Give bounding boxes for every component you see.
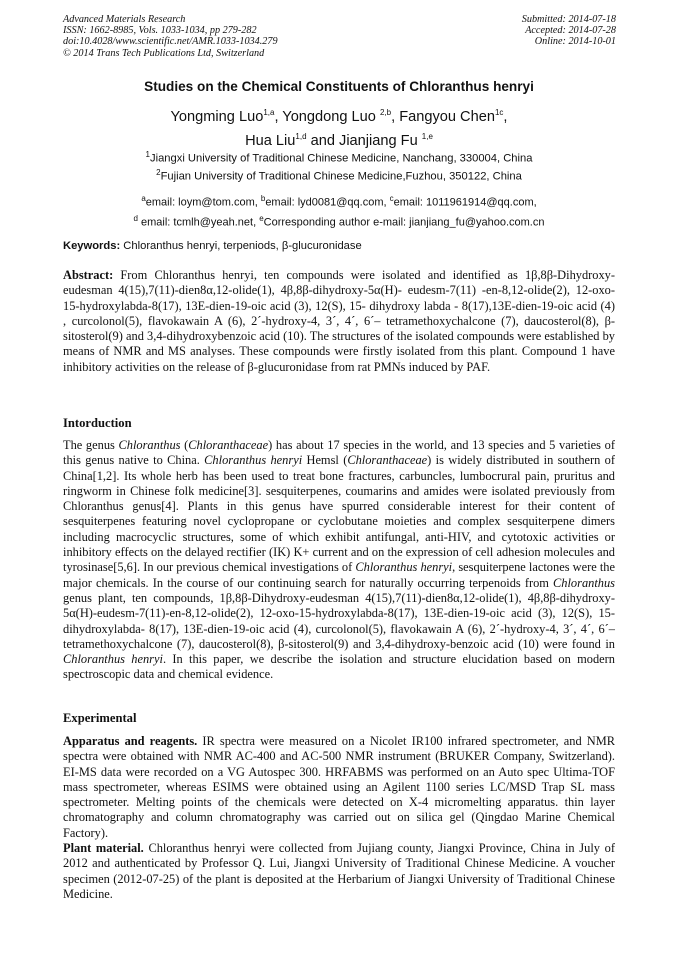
keywords-text: Chloranthus henryi, terpeniods, β-glucuronidase xyxy=(120,240,362,252)
author-sup: 1,d xyxy=(295,131,307,141)
author-line-1 xyxy=(0,103,678,127)
author-separator: , xyxy=(274,108,283,125)
author-name: Yongming Luo xyxy=(170,108,264,125)
intro-text-run: ( xyxy=(180,438,189,452)
author-separator: , xyxy=(391,108,400,125)
introduction-body xyxy=(63,438,615,683)
intro-text-run: ) has about 17 species in the world, and 13 species and 5 varieties of this genus native to China. xyxy=(63,438,615,468)
italic-term: Chloranthaceae xyxy=(188,438,269,452)
italic-term: Chloranthus henryi xyxy=(355,560,453,575)
author-separator: , xyxy=(503,108,508,125)
email-sup: c xyxy=(389,194,394,203)
affiliation-2 xyxy=(0,168,678,183)
intro-text-run: ) is widely distributed in southern of China[1,2]. Its whole herb has been used to treat bone fractures, carbuncles, lumbocrural pain, pruritus and ringworm in Chinese folk medicine[3]. sesquiterpenes, coumarins and amides were isolated previously from Chloranthus genus[4]. Plants in this genus have spurred considerable interest for their content of sesquiterpenes featuring novel cyclopropane or cyclobutane moieties and complex sesquiterpene dimers including macrocyclic structures, some of which exhibit antifungal, anti-HIV, and cytotoxic activities or inhibitory effects on the delayed rectifier (IK) K+ current and on the expression of cell adhesion molecules and tyrosinase[5,6]. In our previous chemical investigations of xyxy=(63,453,616,575)
abstract-text: From Chloranthus henryi, ten compounds were isolated and identified as 1β,8β-Dihydroxy-eudesman 4(15),7(11)-dien8α,12-olide(1), 4β,8β-dihydroxy-5α(H)- eudesm-7(11) -en-8,12-olide(2), 12-oxo-15-hydroxylabda-8(17), 13E-dien-19-oic acid (3), 12(S), 15- dihydroxy labda - 8(17),13E-dien-19-oic acid (4) , curcolonol(5), flavokawain A (6), 2´-hydroxy-4, 3´, 4´, 6´– tetramethoxychalcone (7), daucosterol(8), β-sitosterol(9) and 3,4-dihydroxybenzoic acid (10). The structures of the isolated compounds were established by means of NMR and MS analyses. These compounds were firstly isolated from this plant. Compound 1 have inhibitory activities on the release of β-glucuronidase from rat PMNs induced by PAF. xyxy=(63,268,615,374)
journal-header-right xyxy=(522,14,616,48)
author-sup: 2,b xyxy=(379,108,392,117)
italic-term: Chloranthaceae xyxy=(347,453,428,468)
abstract-label: Abstract: xyxy=(63,268,114,282)
intro-text-run: Hemsl ( xyxy=(302,453,348,468)
author-and: and xyxy=(306,132,340,149)
author-line-2 xyxy=(0,127,678,151)
plant-material-label: Plant material. xyxy=(63,841,144,856)
plant-material-paragraph xyxy=(63,841,615,902)
intro-text-run: genus plant, ten compounds, 1β,8β-Dihydroxy-eudesman 4(15),7(11)-dien8α,12-olide(1), 4β,8β-dihydroxy-5α(H)-eudesm-7(11)-en-8,12-olide(2), 12-oxo-15-hydroxylabda-8(17), 13E-dien-19-oic acid (3), 12(S), 15-dihydroxylabda- 8(17), 13E-dien-19-oic acid (4), curcolonol(5), flavokawain A (6), 2´-hydroxy-4, 3´, 4´, 6´–tetramethoxychalcone (7), daucosterol(8), β-sitosterol(9) and 3,4-dihydroxy-benzoic acid (10) were found in xyxy=(63,590,615,651)
author-name: Fangyou Chen xyxy=(399,108,495,125)
apparatus-text: IR spectra were measured on a Nicolet IR100 infrared spectrometer, and NMR spectra were obtained with NMR AC-400 and AC-500 NMR instrument (BRUKER Company, Switzerland). EI-MS data were recorded on a VG Autospec 300. HRFABMS was performed on an Auto spec Ultima-TOF mass spectrometer, whereas ESIMS were obtained using an Agilent 1100 series LC/MSD Trap SL mass spectrometer. Melting points of the chemicals were detected on X-4 micromelting apparatus. thin layer chromatography and column chromatography was carried out on silica gel (Qingdao Marine Chemical Factory). xyxy=(63,734,615,840)
experimental-body xyxy=(63,734,615,902)
email-text: Corresponding author e-mail: jianjiang_fu@yahoo.com.cn xyxy=(263,216,545,229)
intro-text-run: , sesquiterpene lactones were the major chemicals. In the course of our continuing search for naturally occurring terpenoids from xyxy=(63,560,615,590)
email-line-1 xyxy=(0,191,678,211)
apparatus-paragraph xyxy=(63,734,615,841)
issn-line: ISSN: 1662-8985, Vols. 1033-1034, pp 279-282 xyxy=(63,25,257,37)
plant-material-text: Chloranthus henryi were collected from Jujiang county, Jiangxi Province, China in July of 2012 and authenticated by Professor Q. Lui, Jiangxi University of Traditional Chinese Medicine. A voucher specimen (2012-07-25) of the plant is deposited at the Herbarium of Jiangxi University of Traditional Chinese Medicine. xyxy=(63,841,615,901)
email-sup: b xyxy=(260,194,266,203)
italic-term: Chloranthus henryi xyxy=(63,652,163,667)
journal-name: Advanced Materials Research xyxy=(63,14,186,25)
intro-text-run: . In this paper, we describe the isolation and structure elucidation based on modern spectroscopic data and chemical evidence. xyxy=(63,652,615,682)
author-sup: 1,a xyxy=(263,108,275,117)
apparatus-label: Apparatus and reagents. xyxy=(63,734,198,748)
journal-header-left xyxy=(63,14,278,59)
affiliation-sup: 2 xyxy=(156,168,161,177)
author-sup: 1c xyxy=(494,108,504,117)
author-sup: 1,e xyxy=(421,131,433,141)
author-emails xyxy=(0,191,678,231)
email-sup: a xyxy=(141,194,146,203)
email-text: email: 1011961914@qq.com, xyxy=(393,196,537,209)
italic-term: Chloranthus henryi xyxy=(204,453,303,468)
affiliation-text: Fujian University of Traditional Chinese Medicine,Fuzhou, 350122, China xyxy=(160,170,522,183)
experimental-heading: Experimental xyxy=(63,711,137,725)
email-line-2 xyxy=(0,211,678,231)
accepted-date: Accepted: 2014-07-28 xyxy=(525,25,616,37)
email-text: email: loym@tom.com, xyxy=(145,196,261,209)
italic-term: Chloranthus xyxy=(553,575,615,590)
affiliation-sup: 1 xyxy=(145,150,150,159)
introduction-heading: Intorduction xyxy=(63,416,132,430)
doi-line: doi:10.4028/www.scientific.net/AMR.1033-1034.279 xyxy=(63,36,278,48)
author-name: Jianjiang Fu xyxy=(339,132,422,149)
intro-text-run: The genus xyxy=(63,438,119,452)
introduction-paragraph xyxy=(63,438,615,683)
submitted-date: Submitted: 2014-07-18 xyxy=(521,14,616,25)
copyright-line: © 2014 Trans Tech Publications Ltd, Switzerland xyxy=(63,47,265,59)
paper-title: Studies on the Chemical Constituents of Chloranthus henryi xyxy=(144,79,534,94)
email-sup: e xyxy=(259,214,264,224)
abstract xyxy=(63,268,615,375)
email-text: email: lyd0081@qq.com, xyxy=(265,196,390,209)
keywords xyxy=(63,240,623,252)
author-list xyxy=(0,103,678,151)
affiliation-text: Jiangxi University of Traditional Chinese Medicine, Nanchang, 330004, China xyxy=(149,152,533,165)
email-sup: d xyxy=(133,214,138,224)
author-name: Hua Liu xyxy=(245,132,296,149)
author-name: Yongdong Luo xyxy=(282,108,380,125)
italic-term: Chloranthus xyxy=(118,438,181,452)
affiliation-1 xyxy=(0,150,678,165)
keywords-label: Keywords: xyxy=(63,240,121,252)
email-text: email: tcmlh@yeah.net, xyxy=(137,216,260,229)
online-date: Online: 2014-10-01 xyxy=(534,36,616,48)
